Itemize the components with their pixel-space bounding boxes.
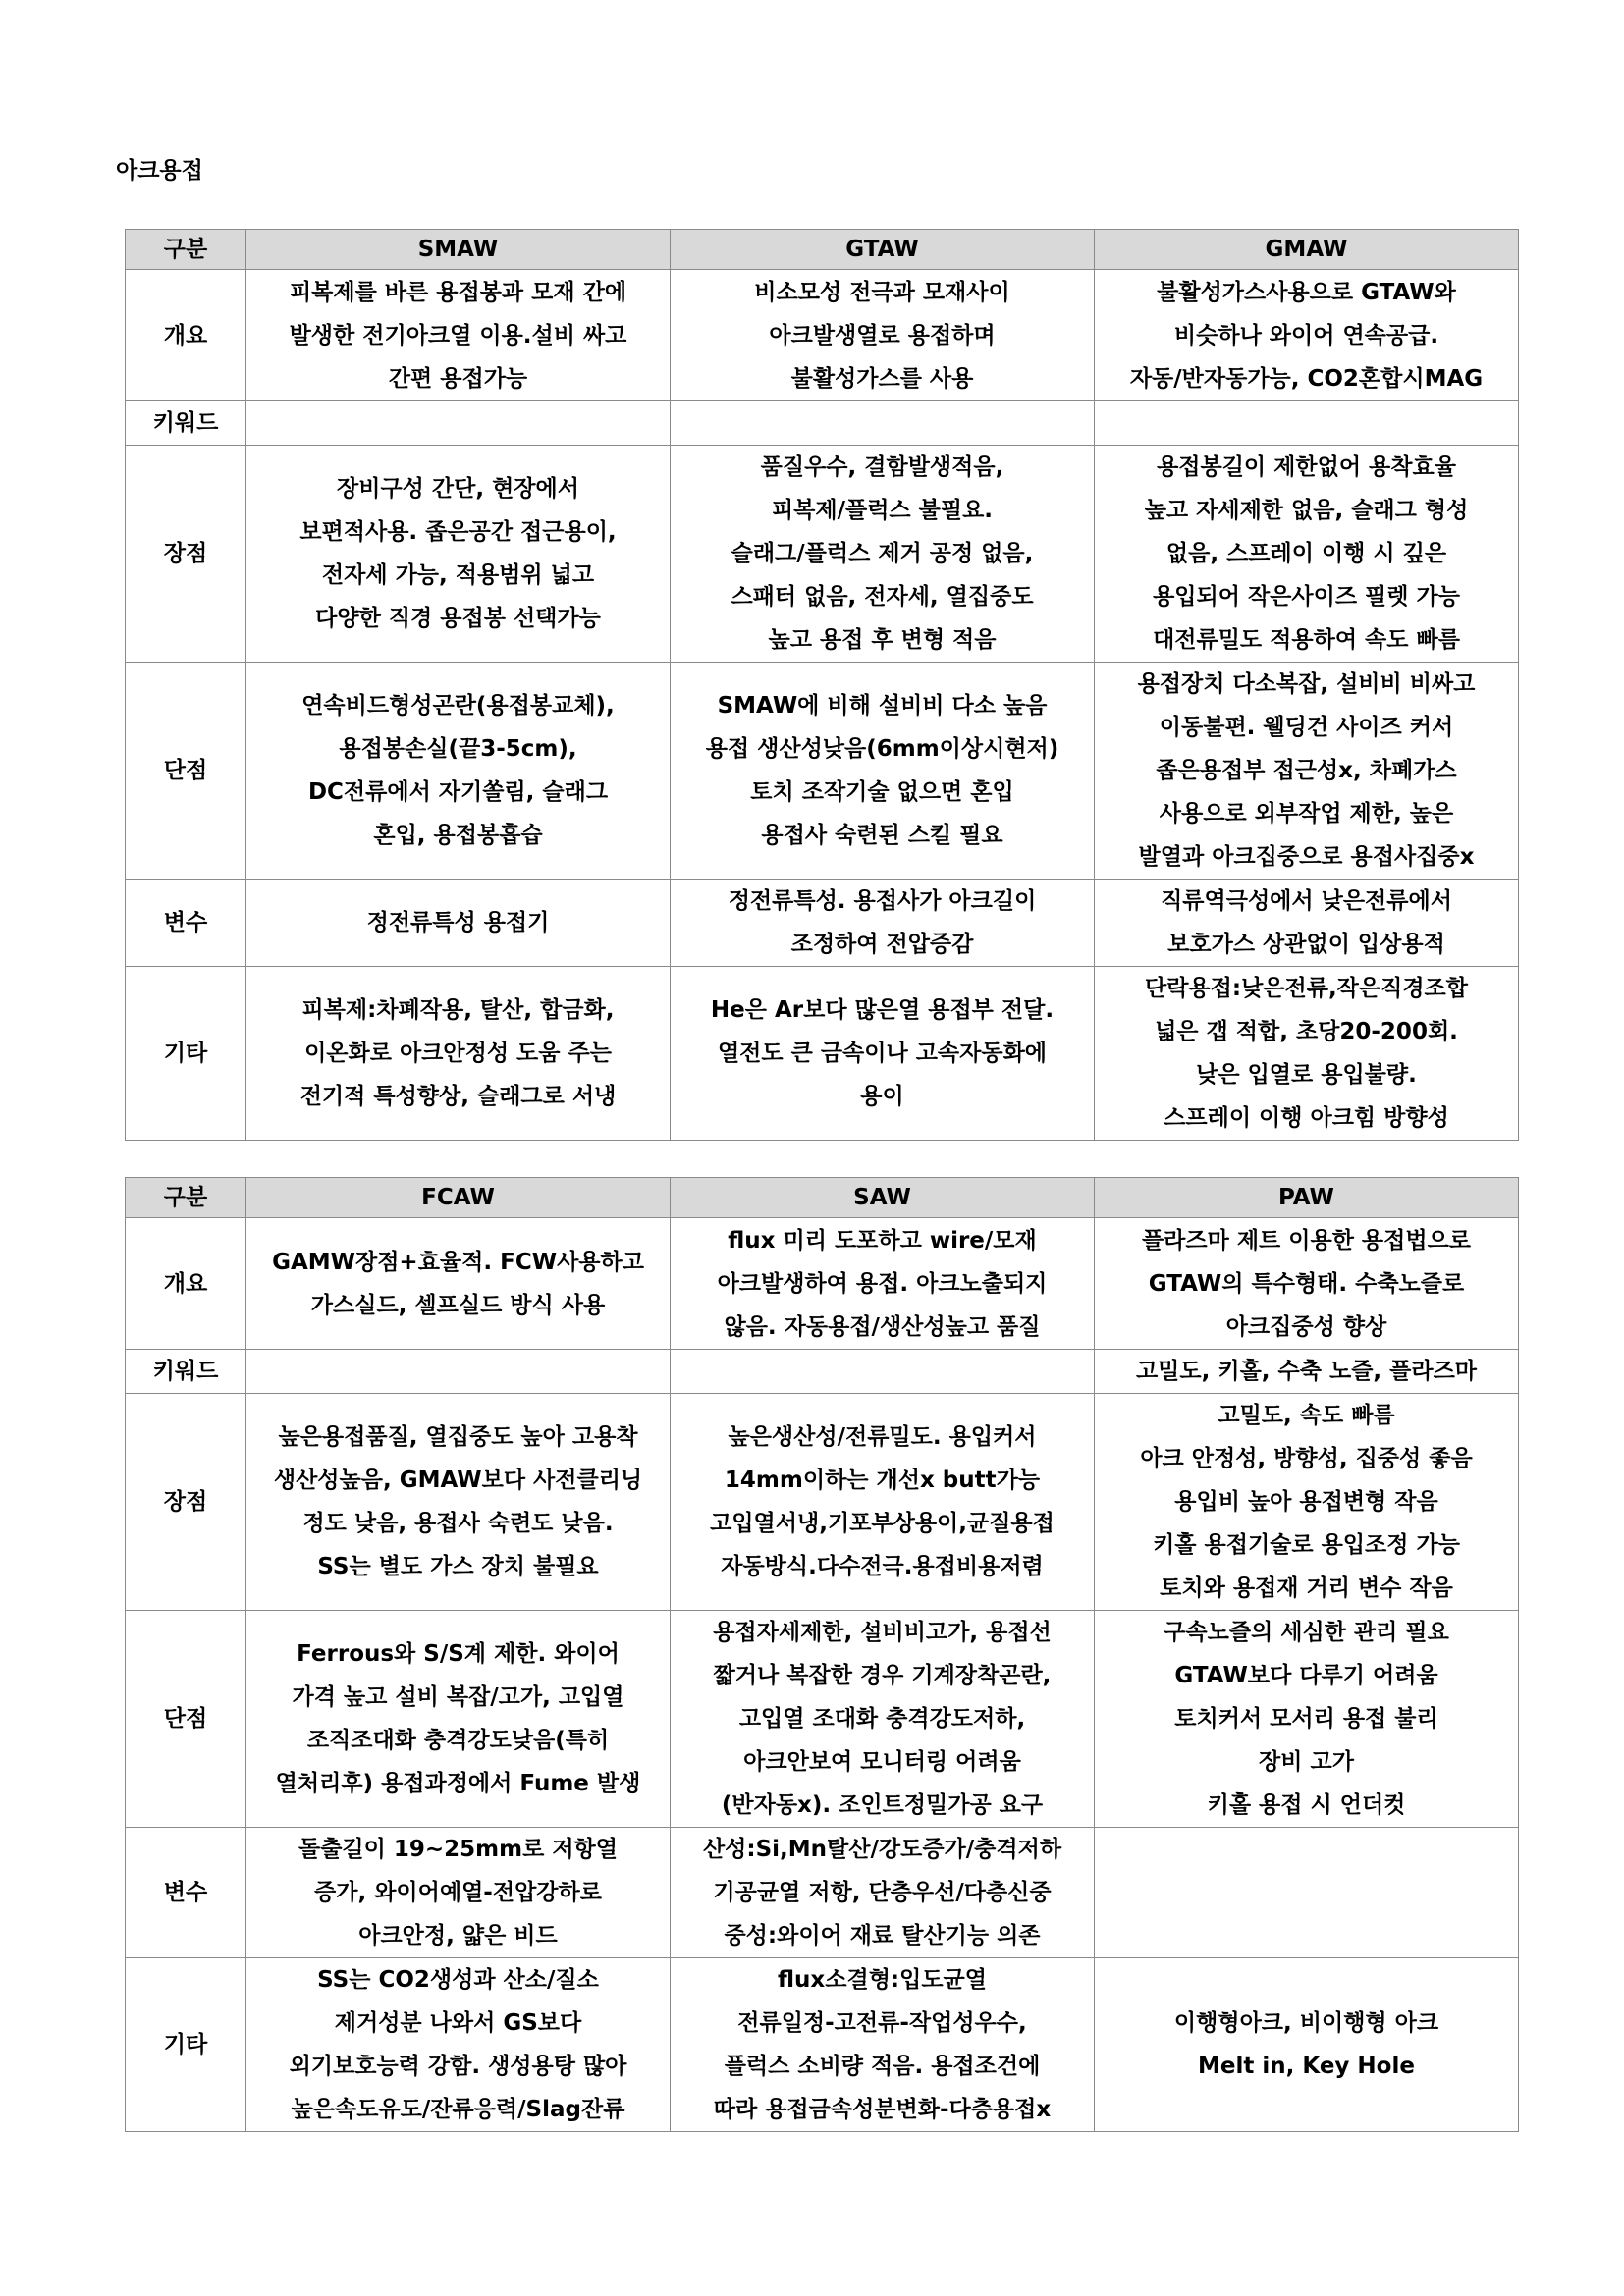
header-paw: PAW	[1095, 1178, 1519, 1218]
table-cell	[671, 1350, 1095, 1394]
table-row	[126, 1958, 1519, 2132]
header-smaw: SMAW	[246, 230, 671, 270]
header-fcaw: FCAW	[246, 1178, 671, 1218]
comparison-table-1	[125, 229, 1519, 1141]
row-label-etc: 기타	[126, 1958, 246, 2132]
table-cell: He은 Ar보다 많은열 용접부 전달. 열전도 큰 금속이나 고속자동화에 용이	[671, 967, 1095, 1141]
table-row	[126, 967, 1519, 1141]
table-cell	[671, 401, 1095, 446]
table-cell: 장비구성 간단, 현장에서 보편적사용. 좁은공간 접근용이, 전자세 가능, 적용범위 넓고 다양한 직경 용접봉 선택가능	[246, 446, 671, 663]
table-cell: 플라즈마 제트 이용한 용접법으로 GTAW의 특수형태. 수축노즐로 아크집중성 향상	[1095, 1218, 1519, 1350]
header-category: 구분	[126, 1178, 246, 1218]
table-cell: 용접자세제한, 설비비고가, 용접선 짧거나 복잡한 경우 기계장착곤란, 고입열 조대화 충격강도저하, 아크안보여 모니터링 어려움 (반자동x). 조인트정밀가공 요구	[671, 1611, 1095, 1828]
row-label-advantages: 장점	[126, 446, 246, 663]
table-cell: 구속노즐의 세심한 관리 필요 GTAW보다 다루기 어려움 토치커서 모서리 용접 불리 장비 고가 키홀 용접 시 언더컷	[1095, 1611, 1519, 1828]
row-label-variables: 변수	[126, 880, 246, 967]
table-cell: SS는 CO2생성과 산소/질소 제거성분 나와서 GS보다 외기보호능력 강함. 생성용탕 많아 높은속도유도/잔류응력/Slag잔류	[246, 1958, 671, 2132]
table-row	[126, 446, 1519, 663]
table-cell: 품질우수, 결함발생적음, 피복제/플럭스 불필요. 슬래그/플럭스 제거 공정 없음, 스패터 없음, 전자세, 열집중도 높고 용접 후 변형 적음	[671, 446, 1095, 663]
header-category: 구분	[126, 230, 246, 270]
table-row	[126, 401, 1519, 446]
table-cell: 정전류특성 용접기	[246, 880, 671, 967]
header-gtaw: GTAW	[671, 230, 1095, 270]
table-row	[126, 663, 1519, 880]
table-cell: 피복제를 바른 용접봉과 모재 간에 발생한 전기아크열 이용.설비 싸고 간편 용접가능	[246, 270, 671, 401]
table-header-row	[126, 230, 1519, 270]
table-cell: flux 미리 도포하고 wire/모재 아크발생하여 용접. 아크노출되지 않음. 자동용접/생산성높고 품질	[671, 1218, 1095, 1350]
table-cell: Ferrous와 S/S계 제한. 와이어 가격 높고 설비 복잡/고가, 고입열 조직조대화 충격강도낮음(특히 열처리후) 용접과정에서 Fume 발생	[246, 1611, 671, 1828]
row-label-etc: 기타	[126, 967, 246, 1141]
table-cell: 불활성가스사용으로 GTAW와 비슷하나 와이어 연속공급. 자동/반자동가능, CO2혼합시MAG	[1095, 270, 1519, 401]
table-cell: 고밀도, 속도 빠름 아크 안정성, 방향성, 집중성 좋음 용입비 높아 용접변형 작음 키홀 용접기술로 용입조정 가능 토치와 용접재 거리 변수 작음	[1095, 1394, 1519, 1611]
table-cell	[246, 401, 671, 446]
row-label-advantages: 장점	[126, 1394, 246, 1611]
table-cell	[1095, 1828, 1519, 1958]
table-row	[126, 1828, 1519, 1958]
table-header-row	[126, 1178, 1519, 1218]
header-saw: SAW	[671, 1178, 1095, 1218]
table-cell	[1095, 401, 1519, 446]
table-cell: 고밀도, 키홀, 수축 노즐, 플라즈마	[1095, 1350, 1519, 1394]
table-cell: 피복제:차폐작용, 탈산, 합금화, 이온화로 아크안정성 도움 주는 전기적 특성향상, 슬래그로 서냉	[246, 967, 671, 1141]
table-cell: 연속비드형성곤란(용접봉교체), 용접봉손실(끝3-5cm), DC전류에서 자기쏠림, 슬래그 혼입, 용접봉흡습	[246, 663, 671, 880]
table-cell: 용접장치 다소복잡, 설비비 비싸고 이동불편. 웰딩건 사이즈 커서 좁은용접부 접근성x, 차폐가스 사용으로 외부작업 제한, 높은 발열과 아크집중으로 용접사집중x	[1095, 663, 1519, 880]
table-row	[126, 880, 1519, 967]
table-cell: 단락용접:낮은전류,작은직경조합 넓은 갭 적합, 초당20-200회. 낮은 입열로 용입불량. 스프레이 이행 아크힘 방향성	[1095, 967, 1519, 1141]
row-label-variables: 변수	[126, 1828, 246, 1958]
table-cell: 비소모성 전극과 모재사이 아크발생열로 용접하며 불활성가스를 사용	[671, 270, 1095, 401]
table-cell: GAMW장점+효율적. FCW사용하고 가스실드, 셀프실드 방식 사용	[246, 1218, 671, 1350]
table-row	[126, 1350, 1519, 1394]
table-cell: SMAW에 비해 설비비 다소 높음 용접 생산성낮음(6mm이상시현저) 토치 조작기술 없으면 혼입 용접사 숙련된 스킬 필요	[671, 663, 1095, 880]
table-cell: 용접봉길이 제한없어 용착효율 높고 자세제한 없음, 슬래그 형성 없음, 스프레이 이행 시 깊은 용입되어 작은사이즈 필렛 가능 대전류밀도 적용하여 속도 빠름	[1095, 446, 1519, 663]
row-label-overview: 개요	[126, 270, 246, 401]
row-label-overview: 개요	[126, 1218, 246, 1350]
row-label-keyword: 키워드	[126, 1350, 246, 1394]
table-cell: flux소결형:입도균열 전류일정-고전류-작업성우수, 플럭스 소비량 적음. 용접조건에 따라 용접금속성분변화-다층용접x	[671, 1958, 1095, 2132]
table-row	[126, 1611, 1519, 1828]
table-cell	[246, 1350, 671, 1394]
table-cell: 직류역극성에서 낮은전류에서 보호가스 상관없이 입상용적	[1095, 880, 1519, 967]
table-cell: 이행형아크, 비이행형 아크 Melt in, Key Hole	[1095, 1958, 1519, 2132]
table-cell: 높은용접품질, 열집중도 높아 고용착 생산성높음, GMAW보다 사전클리닝 정도 낮음, 용접사 숙련도 낮음. SS는 별도 가스 장치 불필요	[246, 1394, 671, 1611]
table-row	[126, 1394, 1519, 1611]
header-gmaw: GMAW	[1095, 230, 1519, 270]
table-row	[126, 270, 1519, 401]
comparison-table-2	[125, 1177, 1519, 2132]
table-cell: 정전류특성. 용접사가 아크길이 조정하여 전압증감	[671, 880, 1095, 967]
row-label-disadvantages: 단점	[126, 1611, 246, 1828]
table-cell: 높은생산성/전류밀도. 용입커서 14mm이하는 개선x butt가능 고입열서냉,기포부상용이,균질용접 자동방식.다수전극.용접비용저렴	[671, 1394, 1095, 1611]
table-cell: 돌출길이 19~25mm로 저항열 증가, 와이어예열-전압강하로 아크안정, 얇은 비드	[246, 1828, 671, 1958]
table-cell: 산성:Si,Mn탈산/강도증가/충격저하 기공균열 저항, 단층우선/다층신중 중성:와이어 재료 탈산기능 의존	[671, 1828, 1095, 1958]
row-label-disadvantages: 단점	[126, 663, 246, 880]
row-label-keyword: 키워드	[126, 401, 246, 446]
table-row	[126, 1218, 1519, 1350]
page-title: 아크용접	[116, 158, 203, 184]
